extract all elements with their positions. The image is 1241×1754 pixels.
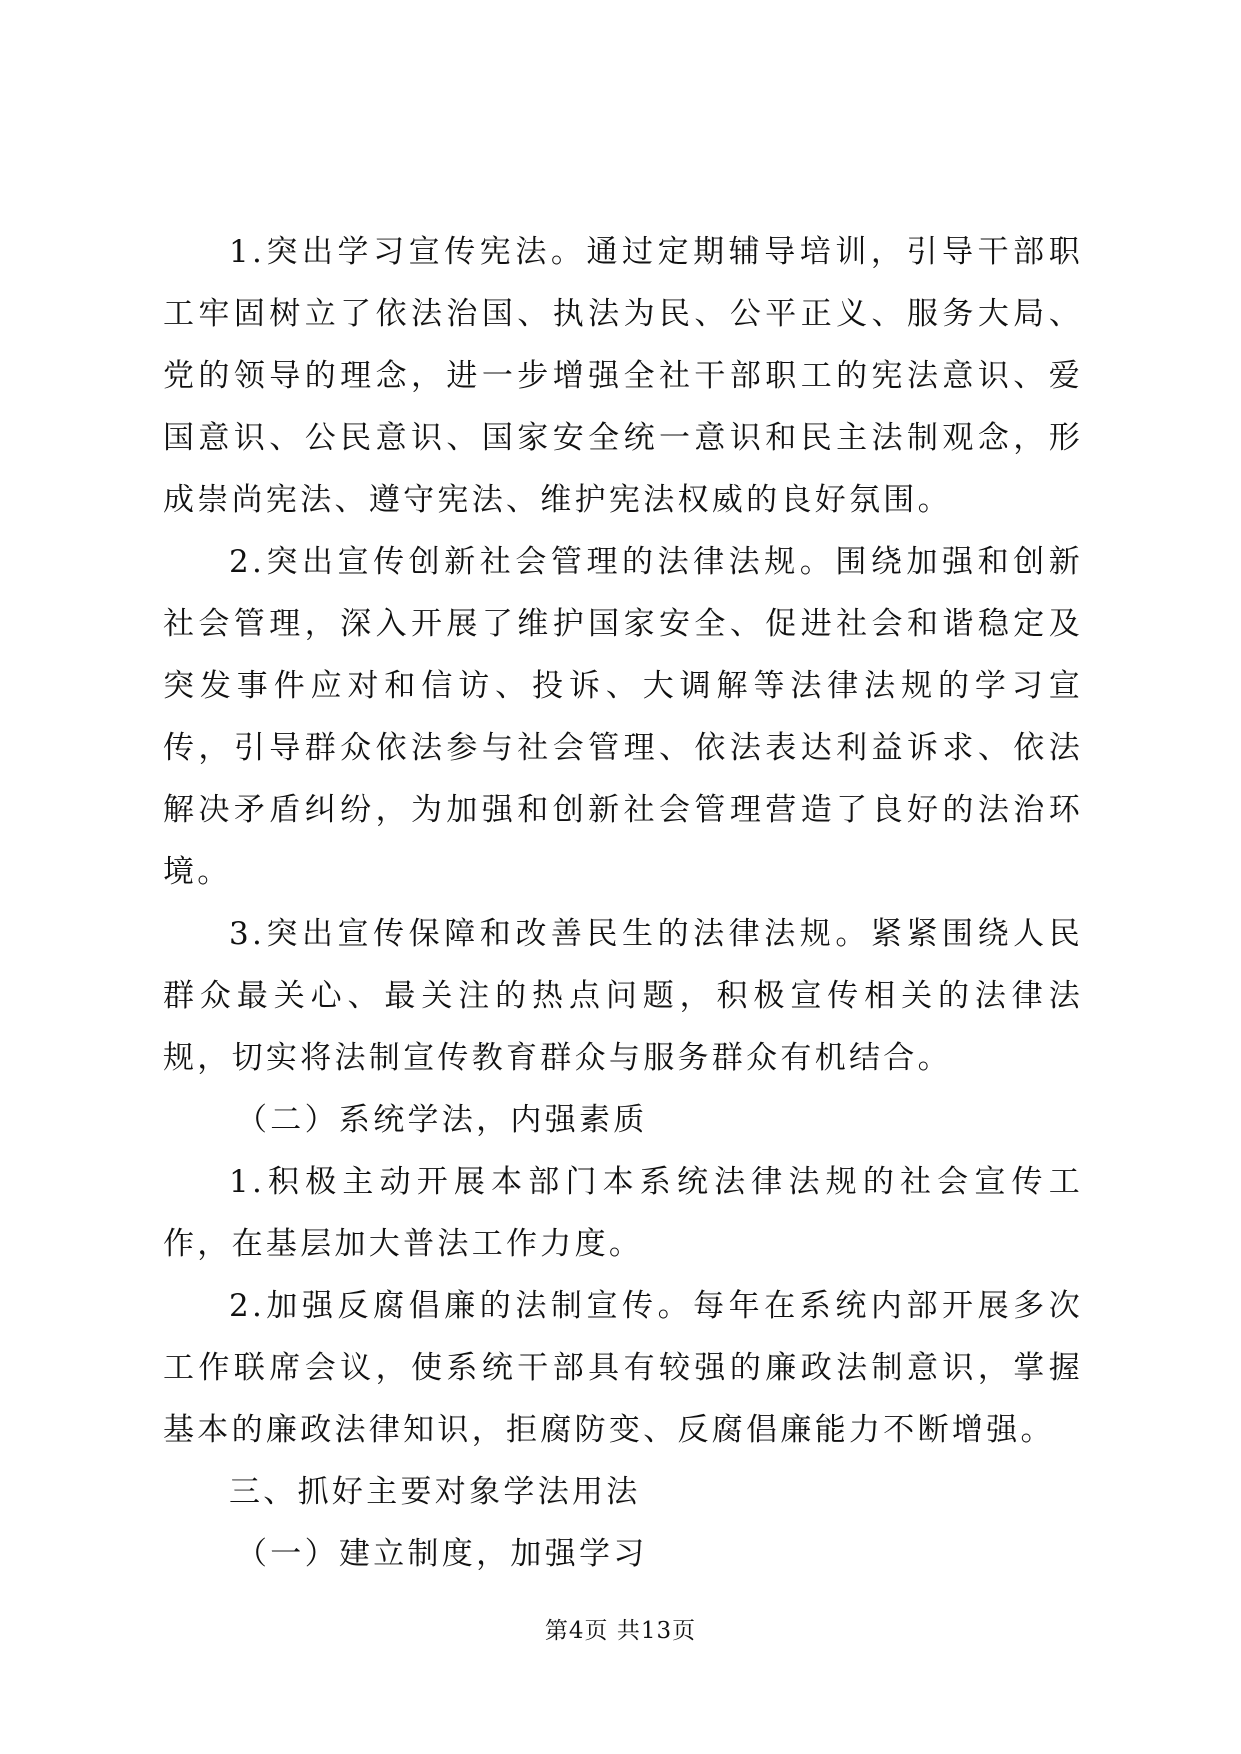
section-heading-main-targets: 三、抓好主要对象学法用法 <box>229 1474 641 1510</box>
paragraph-anti-corruption: 2.加强反腐倡廉的法制宣传。每年在系统内部开展多次工作联席会议，使系统干部具有较强的廉政法制意识，掌握基本的廉政法律知识，拒腐防变、反腐倡廉能力不断增强。 <box>163 1288 1083 1448</box>
section-heading-build-system: （一）建立制度，加强学习 <box>236 1536 648 1572</box>
paragraph-livelihood-laws: 3.突出宣传保障和改善民生的法律法规。紧紧围绕人民群众最关心、最关注的热点问题，积极宣传相关的法律法规，切实将法制宣传教育群众与服务群众有机结合。 <box>163 916 1083 1076</box>
page-number-footer: 第4页 共13页 <box>544 1618 697 1644</box>
paragraph-department-publicity: 1.积极主动开展本部门本系统法律法规的社会宣传工作，在基层加大普法工作力度。 <box>163 1164 1083 1262</box>
paragraph-social-management-laws: 2.突出宣传创新社会管理的法律法规。围绕加强和创新社会管理，深入开展了维护国家安全、促进社会和谐稳定及突发事件应对和信访、投诉、大调解等法律法规的学习宣传，引导群众依法参与社会管理、依法表达利益诉求、依法解决矛盾纠纷，为加强和创新社会管理营造了良好的法治环境。 <box>163 544 1083 890</box>
section-heading-system-study: （二）系统学法，内强素质 <box>236 1102 648 1138</box>
paragraph-study-constitution: 1.突出学习宣传宪法。通过定期辅导培训，引导干部职工牢固树立了依法治国、执法为民、公平正义、服务大局、党的领导的理念，进一步增强全社干部职工的宪法意识、爱国意识、公民意识、国家安全统一意识和民主法制观念，形成崇尚宪法、遵守宪法、维护宪法权威的良好氛围。 <box>163 234 1083 518</box>
document-body <box>163 221 1083 1585</box>
